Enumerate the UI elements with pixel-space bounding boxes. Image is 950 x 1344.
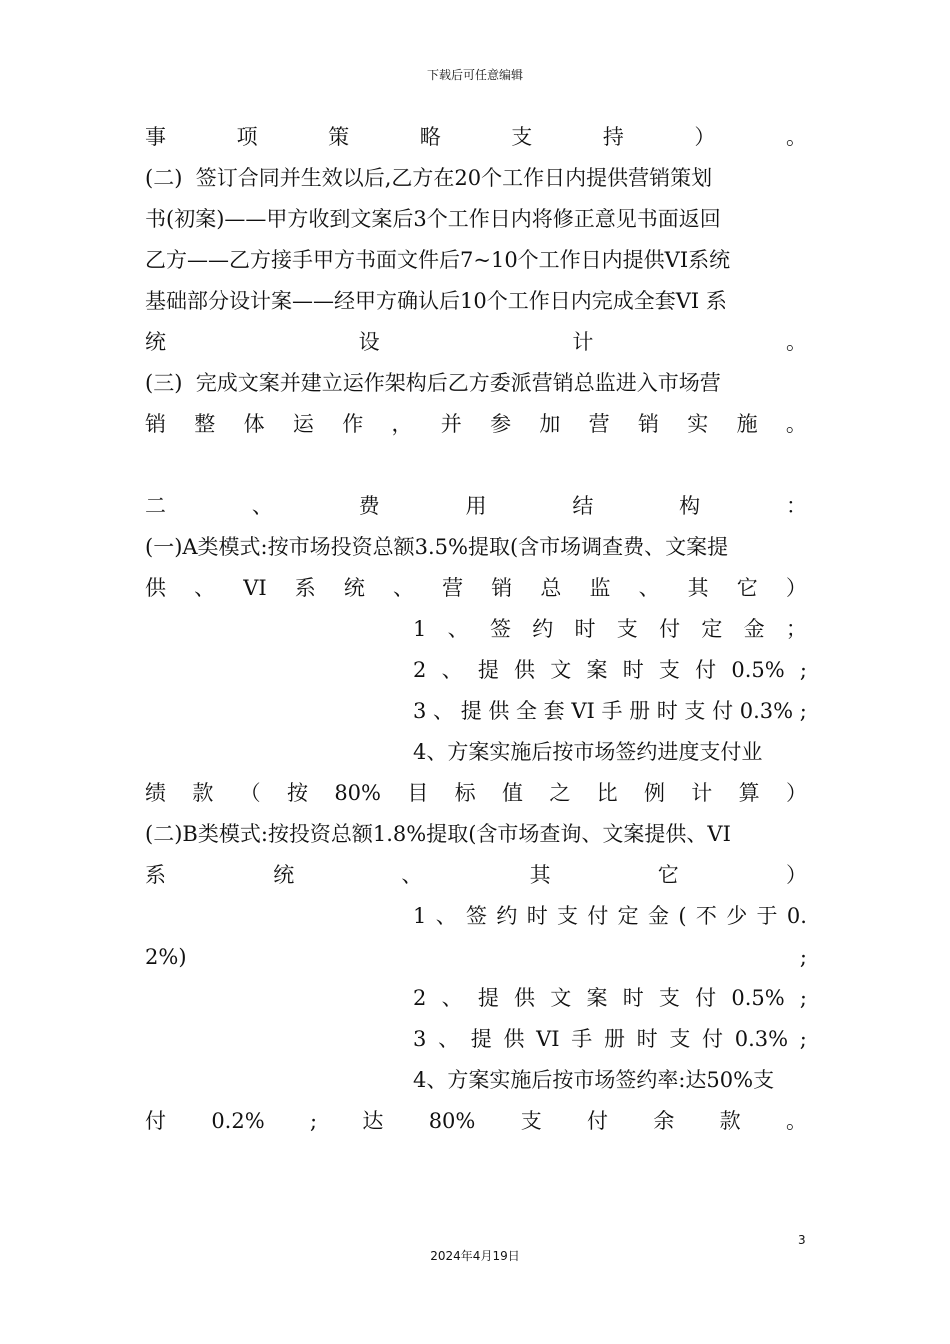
text-token: 时 <box>636 1027 658 1051</box>
text-token: 、 <box>441 986 463 1010</box>
text-token: 持 <box>602 125 624 149</box>
text-token: 文 <box>550 986 572 1010</box>
text-token: 支 <box>684 699 706 723</box>
text-token: 付 <box>587 1109 608 1133</box>
text-token: 签 <box>466 904 488 928</box>
page-footer-date: 2024年4月19日 <box>430 1249 520 1263</box>
text-token: ( <box>678 904 687 928</box>
text-token: 款 <box>192 781 214 805</box>
text-line <box>145 404 807 445</box>
list-item-line <box>145 896 807 937</box>
text-token: 费 <box>358 494 380 518</box>
text-token: 营 <box>588 412 610 436</box>
text-token: 0.2% <box>211 1109 265 1133</box>
text-token: 付 <box>145 1109 166 1133</box>
text-token: 达 <box>362 1109 384 1133</box>
list-item-line <box>145 609 807 650</box>
text-line: 书(初案)——甲方收到文案后3个工作日内将修正意见书面返回 <box>145 207 721 231</box>
text-line: (二)B类模式:按投资总额1.8%提取(含市场查询、文案提供、VI <box>145 822 731 846</box>
text-token: ） <box>785 781 807 805</box>
text-token: ; <box>799 1027 807 1051</box>
section-heading-line <box>145 486 807 527</box>
text-token: 册 <box>629 699 651 723</box>
text-token: 供 <box>145 576 166 600</box>
document-body <box>145 117 807 1142</box>
text-token: VI <box>536 1027 560 1051</box>
text-token: ， <box>391 412 413 436</box>
text-token: 、 <box>194 576 216 600</box>
text-token: 全 <box>516 699 537 723</box>
text-token: 算 <box>738 781 760 805</box>
text-token: 。 <box>785 125 807 149</box>
text-token: 二 <box>145 494 166 518</box>
text-token: 80% <box>334 781 381 805</box>
text-token: 销 <box>145 412 166 436</box>
text-token: 策 <box>328 125 350 149</box>
text-token: 款 <box>719 1109 741 1133</box>
text-line <box>145 568 807 609</box>
text-token: 1 <box>413 904 427 928</box>
text-token: 统 <box>343 576 365 600</box>
text-token: 。 <box>785 330 807 354</box>
text-token: 供 <box>488 699 510 723</box>
text-token: 时 <box>526 904 548 928</box>
text-line <box>145 322 807 363</box>
text-token: 绩 <box>145 781 166 805</box>
text-token: 、 <box>441 658 463 682</box>
text-token: 、 <box>438 1027 460 1051</box>
text-token: 并 <box>440 412 462 436</box>
text-token: 销 <box>491 576 513 600</box>
list-item-line: 4、方案实施后按市场签约进度支付业 <box>413 740 763 764</box>
text-token: 、 <box>435 904 457 928</box>
text-token: 付 <box>702 1027 724 1051</box>
text-token: 监 <box>589 576 611 600</box>
text-token: 。 <box>785 412 807 436</box>
text-token: 参 <box>490 412 512 436</box>
text-token: 加 <box>539 412 561 436</box>
text-token: ; <box>309 1109 318 1133</box>
text-token: 定 <box>701 617 723 641</box>
text-token: ） <box>785 863 807 887</box>
text-token: ; <box>799 945 807 969</box>
text-token: 其 <box>687 576 709 600</box>
text-token: （ <box>239 781 261 805</box>
list-item-line <box>145 978 807 1019</box>
text-token: 0.5% <box>731 986 785 1010</box>
text-token: 标 <box>454 781 476 805</box>
text-token: 其 <box>529 863 551 887</box>
text-token: 约 <box>532 617 554 641</box>
text-token: 支 <box>658 658 680 682</box>
text-token: 余 <box>653 1109 675 1133</box>
text-line <box>145 117 807 158</box>
text-token: 供 <box>503 1027 525 1051</box>
text-token: 支 <box>669 1027 691 1051</box>
text-line <box>145 937 807 978</box>
text-token: 提 <box>460 699 482 723</box>
text-token: 它 <box>657 863 679 887</box>
text-token: 、 <box>393 576 415 600</box>
text-line <box>145 855 807 896</box>
text-token: 。 <box>785 1109 807 1133</box>
text-token: ; <box>799 986 807 1010</box>
text-token: 整 <box>194 412 216 436</box>
text-token: 案 <box>586 986 608 1010</box>
text-token: 2%) <box>145 945 187 969</box>
text-token: 付 <box>659 617 681 641</box>
text-token: 支 <box>557 904 579 928</box>
text-token: 定 <box>617 904 639 928</box>
text-token: 册 <box>603 1027 625 1051</box>
text-token: 提 <box>470 1027 492 1051</box>
text-token: 事 <box>145 125 166 149</box>
text-token: 提 <box>477 986 499 1010</box>
text-token: 例 <box>643 781 665 805</box>
text-token: 时 <box>574 617 596 641</box>
text-token: 3 <box>413 1027 427 1051</box>
text-token: 2 <box>413 986 427 1010</box>
text-token: 0.3% <box>739 699 794 723</box>
text-token: 0.3% <box>734 1027 789 1051</box>
page-header: 下载后可任意编辑 <box>426 68 523 82</box>
text-token: 系 <box>294 576 316 600</box>
text-token: VI <box>243 576 267 600</box>
blank-line <box>145 445 807 486</box>
text-token: 之 <box>549 781 571 805</box>
text-token: 作 <box>342 412 364 436</box>
text-line: 乙方——乙方接手甲方书面文件后7~10个工作日内提供VI系统 <box>145 248 731 272</box>
text-line: 基础部分设计案——经甲方确认后10个工作日内完成全套VI 系 <box>145 289 727 313</box>
text-token: 案 <box>586 658 608 682</box>
text-token: 系 <box>145 863 166 887</box>
text-token: 时 <box>656 699 678 723</box>
text-token: 付 <box>695 658 717 682</box>
text-token: 80% <box>428 1109 476 1133</box>
text-token: ： <box>785 494 807 518</box>
text-line: (三) 完成文案并建立运作架构后乙方委派营销总监进入市场营 <box>145 371 721 395</box>
text-token: 体 <box>243 412 265 436</box>
text-token: 约 <box>496 904 518 928</box>
text-token: ; <box>799 699 807 723</box>
text-token: 略 <box>419 125 441 149</box>
list-item-line <box>145 650 807 691</box>
text-token: 支 <box>511 125 533 149</box>
text-token: 目 <box>407 781 429 805</box>
text-token: 金 <box>743 617 765 641</box>
text-token: 支 <box>520 1109 542 1133</box>
text-token: 、 <box>251 494 273 518</box>
text-token: 、 <box>401 863 423 887</box>
list-item-line <box>145 1019 807 1060</box>
text-token: 计 <box>691 781 713 805</box>
text-token: 于 <box>756 904 778 928</box>
text-token: 时 <box>622 986 644 1010</box>
text-token: 支 <box>658 986 680 1010</box>
text-token: ） <box>785 576 807 600</box>
text-line: (一)A类模式:按市场投资总额3.5%提取(含市场调查费、文案提 <box>145 535 729 559</box>
text-line <box>145 773 807 814</box>
text-token: 金 <box>648 904 669 928</box>
text-token: 付 <box>587 904 609 928</box>
text-token: 0.5% <box>731 658 785 682</box>
text-token: 运 <box>292 412 314 436</box>
text-token: 值 <box>501 781 523 805</box>
text-token: 它 <box>736 576 758 600</box>
text-token: 构 <box>679 494 701 518</box>
text-token: 手 <box>601 699 623 723</box>
text-token: 、 <box>447 617 469 641</box>
text-token: 销 <box>637 412 659 436</box>
text-token: 0. <box>786 904 807 928</box>
text-token: 施 <box>736 412 758 436</box>
page-number: 3 <box>798 1233 806 1247</box>
text-token: 用 <box>465 494 487 518</box>
text-token: 、 <box>638 576 660 600</box>
text-token: 结 <box>572 494 594 518</box>
text-token: 总 <box>540 576 562 600</box>
text-token: 提 <box>477 658 499 682</box>
text-token: 计 <box>572 330 594 354</box>
list-item-line: 4、方案实施后按市场签约率:达50%支 <box>413 1068 775 1092</box>
text-token: 实 <box>687 412 709 436</box>
text-token: 比 <box>596 781 618 805</box>
text-token: 设 <box>358 330 380 354</box>
text-token: 统 <box>273 863 295 887</box>
text-token: 签 <box>489 617 511 641</box>
text-token: 不 <box>695 904 717 928</box>
text-token: 2 <box>413 658 427 682</box>
text-token: 供 <box>514 658 536 682</box>
text-token: ） <box>694 125 716 149</box>
text-token: 付 <box>712 699 734 723</box>
text-token: VI <box>571 699 595 723</box>
text-token: 营 <box>442 576 464 600</box>
text-token: 3 <box>413 699 427 723</box>
text-line: (二) 签订合同并生效以后,乙方在20个工作日内提供营销策划 <box>145 166 713 190</box>
text-line <box>145 1101 807 1142</box>
text-token: 时 <box>622 658 644 682</box>
text-token: 项 <box>236 125 258 149</box>
text-token: 套 <box>543 699 565 723</box>
text-token: ; <box>799 658 807 682</box>
text-token: ； <box>785 617 807 641</box>
text-token: 付 <box>695 986 717 1010</box>
text-token: 文 <box>550 658 572 682</box>
text-token: 按 <box>286 781 308 805</box>
text-token: 供 <box>514 986 536 1010</box>
text-token: 少 <box>726 904 748 928</box>
text-token: 1 <box>413 617 427 641</box>
text-token: 手 <box>571 1027 593 1051</box>
text-token: 、 <box>433 699 455 723</box>
list-item-line <box>145 691 807 732</box>
text-token: 支 <box>616 617 638 641</box>
text-token: 统 <box>145 330 166 354</box>
